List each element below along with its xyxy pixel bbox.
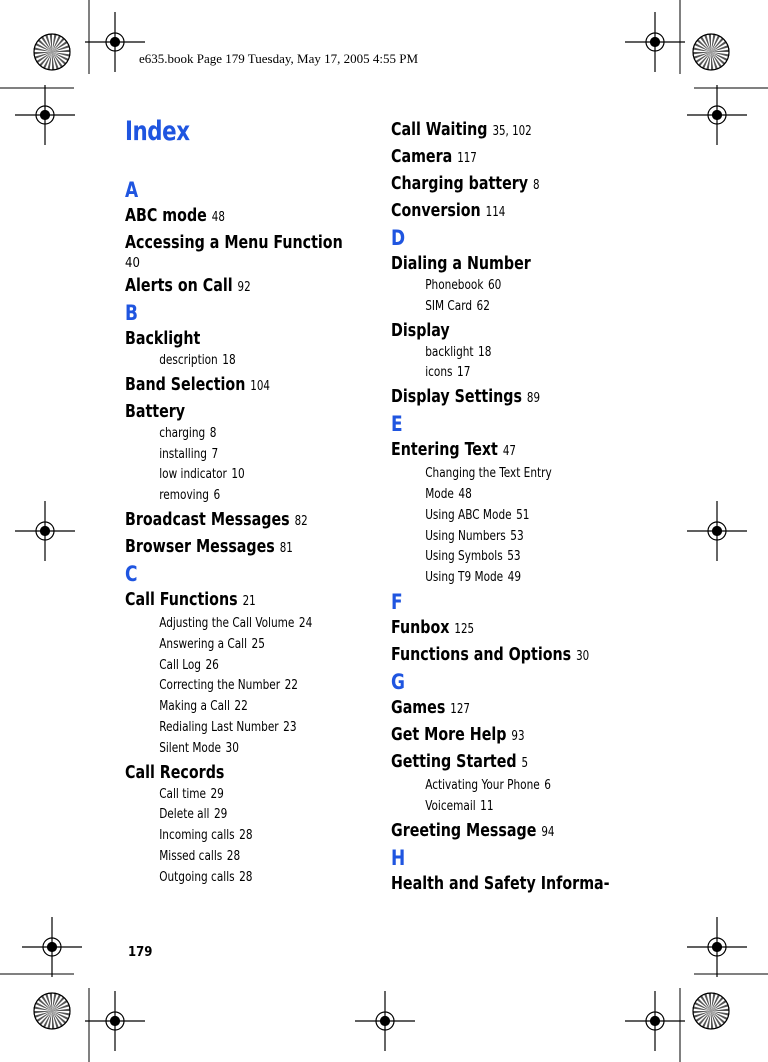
index-term: Display bbox=[391, 319, 450, 341]
index-subentry-label: Silent Mode bbox=[159, 740, 222, 756]
index-entry bbox=[391, 171, 611, 198]
index-subentry-page: 28 bbox=[239, 869, 253, 885]
index-subentry-page: 29 bbox=[213, 807, 228, 823]
index-column-right bbox=[391, 117, 641, 896]
index-subentry bbox=[391, 485, 616, 506]
index-subentry-label: Making a Call bbox=[159, 699, 230, 715]
index-subentry-label: description bbox=[159, 353, 218, 368]
index-subentry-label: Call time bbox=[159, 786, 206, 802]
index-subentry-label: Correcting the Number bbox=[159, 678, 281, 694]
index-subentry-label: low indicator bbox=[159, 467, 227, 483]
index-subentry bbox=[125, 486, 350, 507]
index-page-ref: 81 bbox=[279, 540, 293, 556]
index-subentry-label: Incoming calls bbox=[159, 828, 235, 844]
index-subentry-page: 62 bbox=[476, 298, 490, 314]
index-entry bbox=[391, 749, 611, 776]
crosshair-target-icon bbox=[15, 501, 75, 561]
index-subentry bbox=[125, 656, 350, 677]
index-term: Funbox bbox=[391, 616, 450, 638]
index-term: ABC mode bbox=[125, 205, 207, 226]
index-subentry-label: Mode bbox=[425, 486, 454, 502]
index-subentry bbox=[125, 424, 350, 445]
index-subentry bbox=[391, 776, 616, 797]
index-subentry bbox=[391, 568, 616, 589]
index-page-ref: 114 bbox=[485, 205, 506, 220]
index-subentry-page: 48 bbox=[458, 486, 472, 502]
index-entry bbox=[125, 534, 345, 561]
index-entry bbox=[125, 203, 345, 230]
index-subentry bbox=[391, 297, 616, 318]
index-subentry-page: 30 bbox=[225, 740, 239, 756]
index-entry bbox=[391, 871, 611, 896]
index-page-ref: 8 bbox=[533, 178, 540, 193]
index-subentry-page: 26 bbox=[205, 657, 219, 673]
index-subentry-label: Missed calls bbox=[159, 848, 223, 864]
index-subentry bbox=[391, 363, 616, 384]
index-page-ref: 5 bbox=[521, 755, 529, 771]
index-subentry-label: SIM Card bbox=[425, 298, 473, 314]
index-letter-heading: A bbox=[125, 178, 139, 202]
index-subentry bbox=[125, 805, 350, 826]
index-subentry-label: backlight bbox=[425, 344, 474, 360]
index-subentry bbox=[391, 547, 616, 568]
index-term: Functions and Options bbox=[391, 643, 572, 665]
index-subentry-label: Redialing Last Number bbox=[159, 719, 279, 735]
index-subentry-label: removing bbox=[159, 488, 209, 504]
index-page-ref: 104 bbox=[250, 378, 270, 394]
index-subentry bbox=[391, 506, 616, 527]
index-subentry-label: Using ABC Mode bbox=[425, 507, 512, 523]
index-page-ref: 21 bbox=[242, 593, 256, 609]
index-term: Call Records bbox=[125, 761, 225, 783]
index-subentry-page: 18 bbox=[222, 353, 236, 368]
index-term: Broadcast Messages bbox=[125, 508, 290, 530]
index-term: Call Functions bbox=[125, 588, 238, 610]
index-subentry bbox=[125, 785, 350, 806]
crosshair-target-icon bbox=[625, 12, 685, 72]
index-term: Health and Safety Informa- bbox=[391, 872, 610, 894]
starburst-target-icon bbox=[693, 993, 729, 1029]
index-entry bbox=[391, 437, 611, 464]
index-page-ref: 125 bbox=[454, 621, 475, 637]
index-subentry bbox=[125, 445, 350, 466]
index-subentry bbox=[391, 343, 616, 364]
index-subentry bbox=[125, 351, 350, 372]
index-entry bbox=[391, 117, 611, 144]
index-subentry-label: Using T9 Mode bbox=[425, 570, 504, 586]
index-subentry-label: Voicemail bbox=[425, 798, 476, 814]
index-term: Dialing a Number bbox=[391, 253, 531, 274]
index-entry bbox=[125, 273, 345, 300]
index-subentry-label: Delete all bbox=[159, 807, 210, 823]
index-page-ref: 35, 102 bbox=[492, 124, 532, 139]
index-subentry-page: 25 bbox=[251, 636, 265, 652]
index-entry bbox=[125, 760, 345, 785]
index-entry bbox=[125, 372, 345, 399]
index-subentry bbox=[125, 676, 350, 697]
index-term: Display Settings bbox=[391, 386, 522, 408]
index-subentry-label: installing bbox=[159, 446, 207, 462]
index-letter-heading: E bbox=[391, 412, 403, 437]
index-subentry bbox=[391, 797, 616, 818]
index-entry bbox=[391, 695, 611, 722]
crosshair-target-icon bbox=[15, 85, 75, 145]
index-page-ref: 92 bbox=[237, 280, 251, 295]
index-entry bbox=[125, 507, 345, 534]
index-page-ref: 48 bbox=[211, 210, 225, 225]
index-subentry bbox=[125, 635, 350, 656]
index-entry bbox=[125, 587, 345, 614]
index-subentry bbox=[391, 464, 616, 485]
starburst-target-icon bbox=[34, 34, 70, 70]
index-subentry-page: 6 bbox=[544, 777, 551, 793]
index-column-left bbox=[125, 177, 375, 889]
index-subentry-page: 28 bbox=[239, 828, 253, 844]
index-subentry-label: Adjusting the Call Volume bbox=[159, 615, 295, 631]
index-subentry-label: Using Numbers bbox=[425, 528, 506, 544]
index-page-ref: 94 bbox=[541, 824, 555, 840]
index-subentry-label: Changing the Text Entry bbox=[425, 466, 552, 482]
index-term: Charging battery bbox=[391, 173, 529, 194]
index-subentry-page: 28 bbox=[226, 848, 241, 864]
index-subentry-label: icons bbox=[425, 365, 453, 381]
index-letter-heading: C bbox=[125, 561, 138, 586]
index-page-ref: 89 bbox=[526, 391, 540, 407]
crosshair-target-icon bbox=[85, 12, 145, 72]
index-entry bbox=[391, 144, 611, 171]
index-subentry-page: 17 bbox=[457, 365, 471, 381]
index-term: Get More Help bbox=[391, 723, 507, 745]
index-entry bbox=[391, 642, 611, 669]
index-subentry-page: 60 bbox=[487, 278, 502, 293]
index-term: Browser Messages bbox=[125, 535, 275, 557]
index-entry bbox=[391, 615, 611, 642]
index-term: Battery bbox=[125, 400, 186, 422]
index-subentry bbox=[125, 614, 350, 635]
index-subentry-page: 10 bbox=[231, 467, 245, 483]
index-subentry-page: 53 bbox=[507, 549, 521, 565]
index-subentry-page: 8 bbox=[209, 425, 217, 441]
index-subentry bbox=[125, 697, 350, 718]
index-subentry-label: Outgoing calls bbox=[159, 869, 235, 885]
index-subentry-page: 24 bbox=[298, 615, 313, 631]
index-term: Getting Started bbox=[391, 750, 517, 772]
index-subentry-page: 11 bbox=[480, 798, 494, 814]
index-term: Band Selection bbox=[125, 373, 246, 395]
index-subentry-page: 49 bbox=[507, 570, 522, 586]
index-term: Games bbox=[391, 696, 446, 718]
index-entry bbox=[391, 818, 611, 845]
index-subentry-page: 18 bbox=[478, 344, 492, 360]
page-number: 179 bbox=[128, 945, 153, 960]
index-term: Accessing a Menu Function bbox=[125, 232, 343, 253]
index-subentry bbox=[391, 527, 616, 548]
index-page-ref: 117 bbox=[457, 151, 477, 166]
index-subentry bbox=[125, 847, 350, 868]
index-entry bbox=[391, 318, 611, 343]
crosshair-target-icon bbox=[22, 917, 82, 977]
index-letter-heading: F bbox=[391, 589, 403, 614]
index-subentry bbox=[125, 826, 350, 847]
crosshair-target-icon bbox=[85, 991, 145, 1051]
index-page-ref: 40 bbox=[125, 256, 140, 271]
index-page-ref: 47 bbox=[502, 444, 516, 460]
index-subentry-page: 29 bbox=[210, 786, 224, 802]
index-entry bbox=[391, 198, 611, 225]
starburst-target-icon bbox=[693, 34, 729, 70]
index-subentry bbox=[125, 718, 350, 739]
index-subentry-page: 23 bbox=[283, 719, 297, 735]
index-entry bbox=[125, 399, 345, 424]
crosshair-target-icon bbox=[687, 501, 747, 561]
index-subentry-page: 53 bbox=[510, 528, 524, 544]
index-subentry bbox=[125, 739, 350, 760]
print-header: e635.book Page 179 Tuesday, May 17, 2005 4:55 PM bbox=[139, 51, 419, 66]
index-subentry-page: 22 bbox=[284, 678, 299, 694]
index-page-ref: 127 bbox=[450, 701, 470, 717]
index-entry bbox=[391, 251, 611, 276]
index-term: Call Waiting bbox=[391, 119, 488, 140]
index-subentry bbox=[391, 276, 616, 297]
index-page-ref: 82 bbox=[294, 513, 308, 529]
index-term: Conversion bbox=[391, 200, 481, 221]
page-title: Index bbox=[125, 116, 190, 147]
crosshair-target-icon bbox=[355, 991, 415, 1051]
index-subentry-page: 22 bbox=[234, 699, 248, 715]
index-term: Alerts on Call bbox=[125, 275, 233, 296]
crosshair-target-icon bbox=[625, 991, 685, 1051]
index-subentry-label: Phonebook bbox=[425, 278, 484, 293]
index-subentry-label: charging bbox=[159, 425, 206, 441]
crosshair-target-icon bbox=[687, 85, 747, 145]
index-entry bbox=[391, 384, 611, 411]
starburst-target-icon bbox=[34, 993, 70, 1029]
index-term: Greeting Message bbox=[391, 819, 537, 841]
index-term: Camera bbox=[391, 146, 453, 167]
index-term: Backlight bbox=[125, 328, 201, 349]
index-term: Entering Text bbox=[391, 439, 498, 461]
index-subentry bbox=[125, 465, 350, 486]
index-subentry-page: 6 bbox=[213, 488, 221, 504]
index-page-ref: 93 bbox=[511, 728, 525, 744]
index-subentry-label: Call Log bbox=[159, 657, 201, 673]
index-subentry-page: 51 bbox=[516, 507, 530, 523]
index-subentry-page: 7 bbox=[211, 446, 219, 462]
index-subentry bbox=[125, 868, 350, 889]
index-letter-heading: B bbox=[125, 301, 138, 325]
crosshair-target-icon bbox=[687, 917, 747, 977]
index-entry bbox=[391, 722, 611, 749]
index-entry bbox=[125, 326, 345, 351]
index-letter-heading: D bbox=[391, 226, 406, 250]
index-subentry-label: Using Symbols bbox=[425, 549, 503, 565]
index-letter-heading: H bbox=[391, 845, 406, 870]
index-page-ref: 30 bbox=[576, 648, 590, 664]
index-letter-heading: G bbox=[391, 669, 405, 694]
index-subentry-label: Answering a Call bbox=[159, 636, 248, 652]
index-subentry-label: Activating Your Phone bbox=[425, 777, 540, 793]
